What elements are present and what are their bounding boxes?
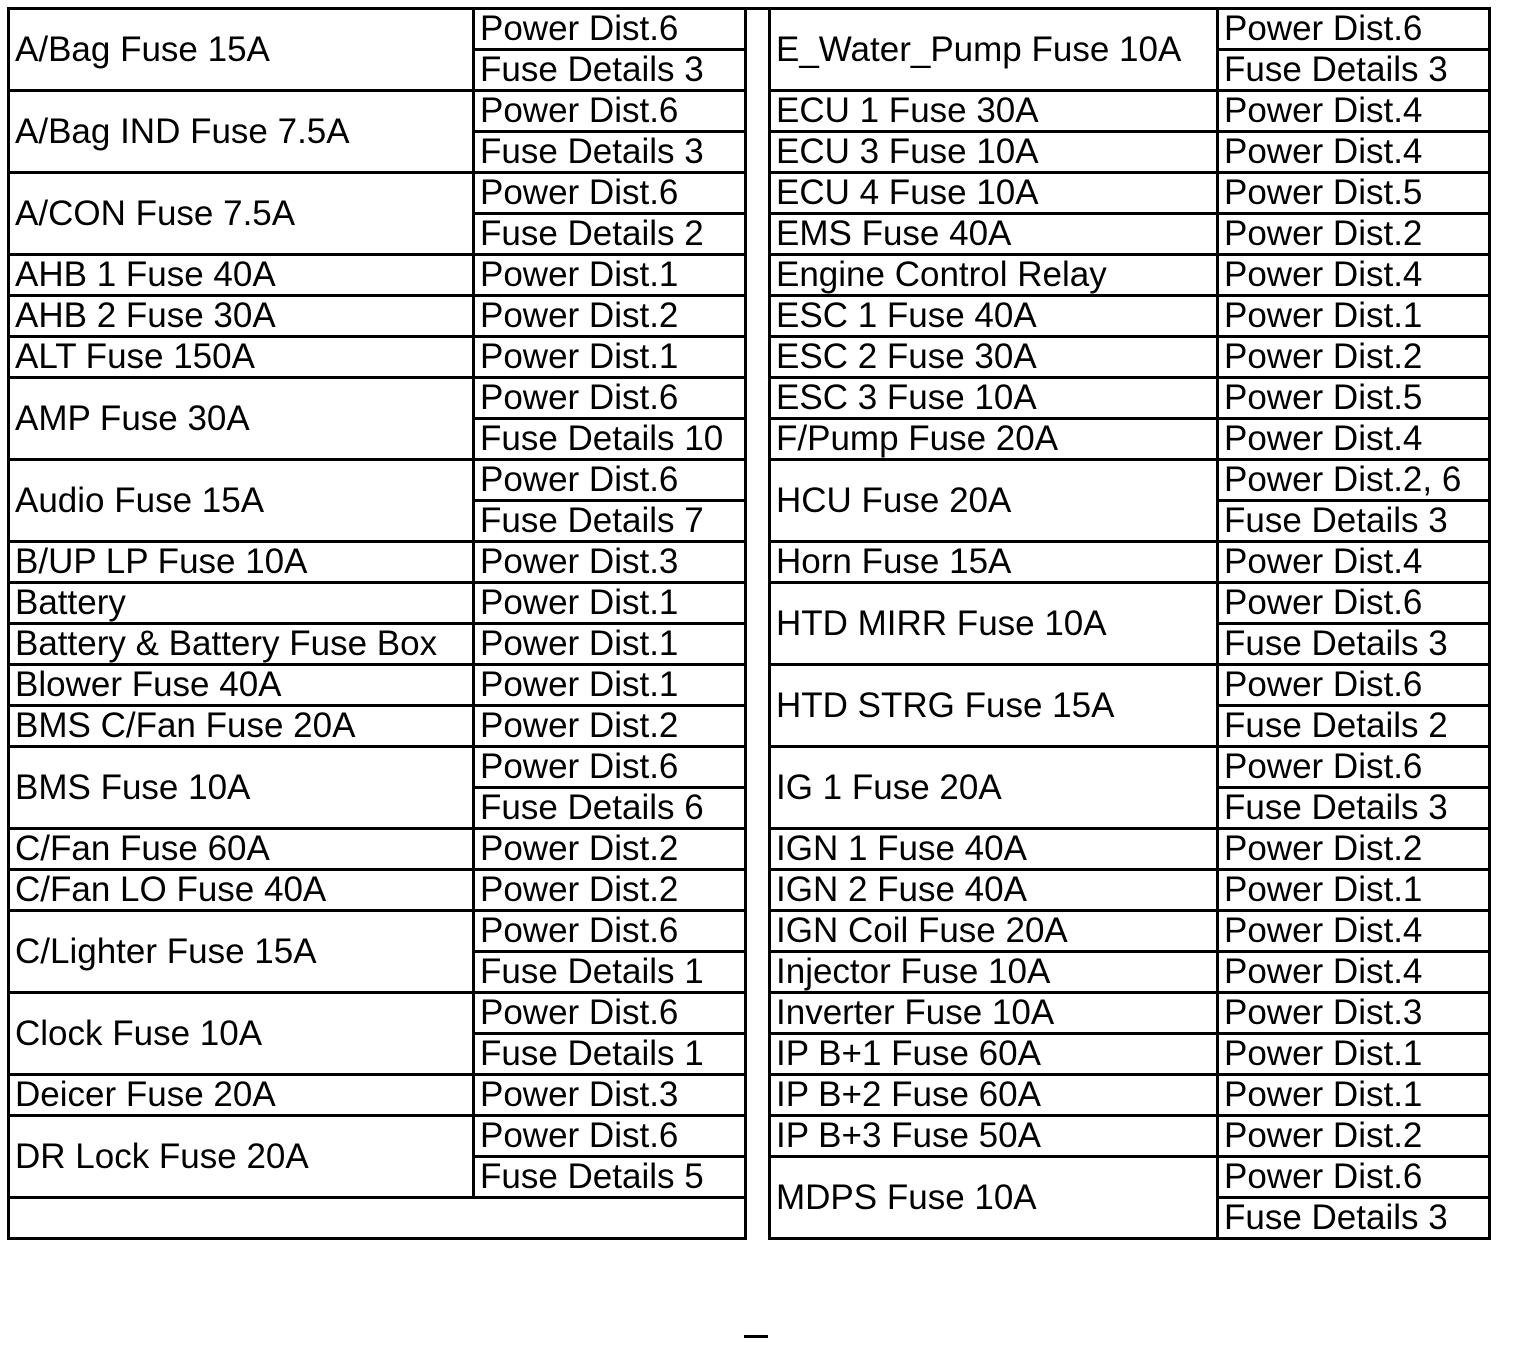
table-row: [9, 296, 746, 337]
component-reference: Power Dist.4: [1218, 419, 1490, 460]
component-name: ECU 4 Fuse 10A: [770, 173, 1218, 214]
table-row: [770, 255, 1490, 296]
component-reference: Power Dist.6: [1218, 747, 1490, 788]
component-reference: Power Dist.1: [1218, 296, 1490, 337]
table-row: [770, 91, 1490, 132]
component-name: A/Bag Fuse 15A: [9, 9, 474, 91]
table-row: [770, 214, 1490, 255]
component-name: AHB 1 Fuse 40A: [9, 255, 474, 296]
component-name: Injector Fuse 10A: [770, 952, 1218, 993]
component-reference: Power Dist.6: [1218, 583, 1490, 624]
component-name: Clock Fuse 10A: [9, 993, 474, 1075]
component-name: ESC 3 Fuse 10A: [770, 378, 1218, 419]
table-row: [9, 1116, 746, 1157]
component-reference: Fuse Details 3: [1218, 1198, 1490, 1239]
table-row: [9, 706, 746, 747]
component-name: HTD STRG Fuse 15A: [770, 665, 1218, 747]
component-reference: Power Dist.6: [474, 378, 746, 419]
left-column-table: [7, 7, 747, 1240]
table-row: [9, 911, 746, 952]
component-name: HCU Fuse 20A: [770, 460, 1218, 542]
table-row: [770, 665, 1490, 706]
component-name: DR Lock Fuse 20A: [9, 1116, 474, 1198]
component-name: Blower Fuse 40A: [9, 665, 474, 706]
component-name: IP B+3 Fuse 50A: [770, 1116, 1218, 1157]
right-column-table: [768, 7, 1491, 1240]
table-row: [9, 173, 746, 214]
component-reference: Power Dist.6: [474, 993, 746, 1034]
table-row: [9, 337, 746, 378]
table-row: [770, 829, 1490, 870]
table-row: [770, 296, 1490, 337]
component-reference: Power Dist.6: [474, 173, 746, 214]
component-reference: Power Dist.4: [1218, 91, 1490, 132]
component-name: B/UP LP Fuse 10A: [9, 542, 474, 583]
component-reference: Power Dist.4: [1218, 542, 1490, 583]
table-row: [9, 829, 746, 870]
table-row: [9, 665, 746, 706]
component-reference: Power Dist.2, 6: [1218, 460, 1490, 501]
table-row: [770, 9, 1490, 50]
component-name: BMS C/Fan Fuse 20A: [9, 706, 474, 747]
component-name: IP B+2 Fuse 60A: [770, 1075, 1218, 1116]
table-row: [770, 132, 1490, 173]
table-row: [770, 542, 1490, 583]
component-reference: Fuse Details 7: [474, 501, 746, 542]
component-reference: Power Dist.5: [1218, 378, 1490, 419]
component-reference: Power Dist.4: [1218, 911, 1490, 952]
component-reference: Power Dist.6: [474, 91, 746, 132]
component-name: E_Water_Pump Fuse 10A: [770, 9, 1218, 91]
table-row: [9, 583, 746, 624]
component-name: ECU 3 Fuse 10A: [770, 132, 1218, 173]
component-name: Inverter Fuse 10A: [770, 993, 1218, 1034]
component-name: IP B+1 Fuse 60A: [770, 1034, 1218, 1075]
component-reference: Power Dist.6: [474, 9, 746, 50]
component-name: ALT Fuse 150A: [9, 337, 474, 378]
table-row: [770, 378, 1490, 419]
component-name: Audio Fuse 15A: [9, 460, 474, 542]
component-name: ECU 1 Fuse 30A: [770, 91, 1218, 132]
component-name: F/Pump Fuse 20A: [770, 419, 1218, 460]
component-name: Deicer Fuse 20A: [9, 1075, 474, 1116]
table-row: [770, 911, 1490, 952]
component-reference: Power Dist.1: [474, 624, 746, 665]
blank-cell: [9, 1198, 746, 1239]
table-row: [770, 870, 1490, 911]
table-row: [770, 747, 1490, 788]
component-reference: Power Dist.6: [474, 747, 746, 788]
component-reference: Fuse Details 3: [1218, 501, 1490, 542]
component-reference: Power Dist.3: [474, 542, 746, 583]
component-name: C/Fan LO Fuse 40A: [9, 870, 474, 911]
component-reference: Power Dist.6: [1218, 9, 1490, 50]
component-name: AMP Fuse 30A: [9, 378, 474, 460]
table-row: [770, 1157, 1490, 1198]
component-reference: Power Dist.4: [1218, 255, 1490, 296]
component-reference: Fuse Details 3: [1218, 788, 1490, 829]
component-reference: Fuse Details 3: [1218, 50, 1490, 91]
component-reference: Fuse Details 10: [474, 419, 746, 460]
component-name: ESC 2 Fuse 30A: [770, 337, 1218, 378]
table-row: [9, 624, 746, 665]
table-row: [9, 542, 746, 583]
component-reference: Fuse Details 1: [474, 1034, 746, 1075]
component-reference: Power Dist.6: [1218, 665, 1490, 706]
component-name: ESC 1 Fuse 40A: [770, 296, 1218, 337]
column-divider: [744, 7, 768, 1338]
component-reference: Power Dist.2: [474, 870, 746, 911]
component-reference: Power Dist.5: [1218, 173, 1490, 214]
table-row: [9, 993, 746, 1034]
component-reference: Power Dist.1: [1218, 870, 1490, 911]
component-reference: Power Dist.2: [1218, 214, 1490, 255]
table-row: [770, 993, 1490, 1034]
component-name: A/CON Fuse 7.5A: [9, 173, 474, 255]
component-reference: Power Dist.2: [474, 829, 746, 870]
table-row: [770, 1116, 1490, 1157]
component-reference: Fuse Details 3: [1218, 624, 1490, 665]
fuse-index-table: [7, 7, 1488, 1338]
component-name: HTD MIRR Fuse 10A: [770, 583, 1218, 665]
table-row: [770, 337, 1490, 378]
table-row: [9, 378, 746, 419]
component-name: Engine Control Relay: [770, 255, 1218, 296]
table-row: [9, 1075, 746, 1116]
component-reference: Fuse Details 2: [474, 214, 746, 255]
component-reference: Power Dist.1: [1218, 1034, 1490, 1075]
table-row: [770, 952, 1490, 993]
component-reference: Power Dist.2: [1218, 1116, 1490, 1157]
table-row: [9, 870, 746, 911]
table-row: [770, 1034, 1490, 1075]
component-reference: Power Dist.2: [474, 296, 746, 337]
table-row: [9, 9, 746, 50]
component-reference: Fuse Details 2: [1218, 706, 1490, 747]
component-reference: Power Dist.2: [1218, 829, 1490, 870]
table-row: [9, 255, 746, 296]
component-reference: Power Dist.6: [474, 460, 746, 501]
component-name: A/Bag IND Fuse 7.5A: [9, 91, 474, 173]
component-reference: Fuse Details 5: [474, 1157, 746, 1198]
component-reference: Power Dist.6: [474, 1116, 746, 1157]
component-name: IGN 2 Fuse 40A: [770, 870, 1218, 911]
component-name: AHB 2 Fuse 30A: [9, 296, 474, 337]
component-name: BMS Fuse 10A: [9, 747, 474, 829]
blank-row: [9, 1198, 746, 1239]
component-reference: Fuse Details 6: [474, 788, 746, 829]
component-name: IGN Coil Fuse 20A: [770, 911, 1218, 952]
component-reference: Power Dist.3: [1218, 993, 1490, 1034]
component-reference: Power Dist.2: [1218, 337, 1490, 378]
component-reference: Power Dist.4: [1218, 952, 1490, 993]
table-row: [9, 91, 746, 132]
component-name: C/Fan Fuse 60A: [9, 829, 474, 870]
component-reference: Power Dist.2: [474, 706, 746, 747]
table-row: [9, 460, 746, 501]
table-row: [770, 1075, 1490, 1116]
component-name: MDPS Fuse 10A: [770, 1157, 1218, 1239]
component-reference: Power Dist.1: [474, 337, 746, 378]
component-reference: Fuse Details 3: [474, 50, 746, 91]
table-row: [770, 583, 1490, 624]
table-row: [770, 460, 1490, 501]
component-name: IG 1 Fuse 20A: [770, 747, 1218, 829]
component-reference: Power Dist.6: [1218, 1157, 1490, 1198]
component-reference: Power Dist.1: [474, 583, 746, 624]
component-reference: Fuse Details 3: [474, 132, 746, 173]
component-reference: Fuse Details 1: [474, 952, 746, 993]
table-row: [770, 419, 1490, 460]
component-reference: Power Dist.3: [474, 1075, 746, 1116]
component-name: Battery: [9, 583, 474, 624]
component-name: Battery & Battery Fuse Box: [9, 624, 474, 665]
component-name: Horn Fuse 15A: [770, 542, 1218, 583]
component-reference: Power Dist.4: [1218, 132, 1490, 173]
component-name: C/Lighter Fuse 15A: [9, 911, 474, 993]
component-reference: Power Dist.1: [1218, 1075, 1490, 1116]
table-row: [9, 747, 746, 788]
component-reference: Power Dist.6: [474, 911, 746, 952]
component-reference: Power Dist.1: [474, 255, 746, 296]
component-name: EMS Fuse 40A: [770, 214, 1218, 255]
component-reference: Power Dist.1: [474, 665, 746, 706]
component-name: IGN 1 Fuse 40A: [770, 829, 1218, 870]
table-row: [770, 173, 1490, 214]
